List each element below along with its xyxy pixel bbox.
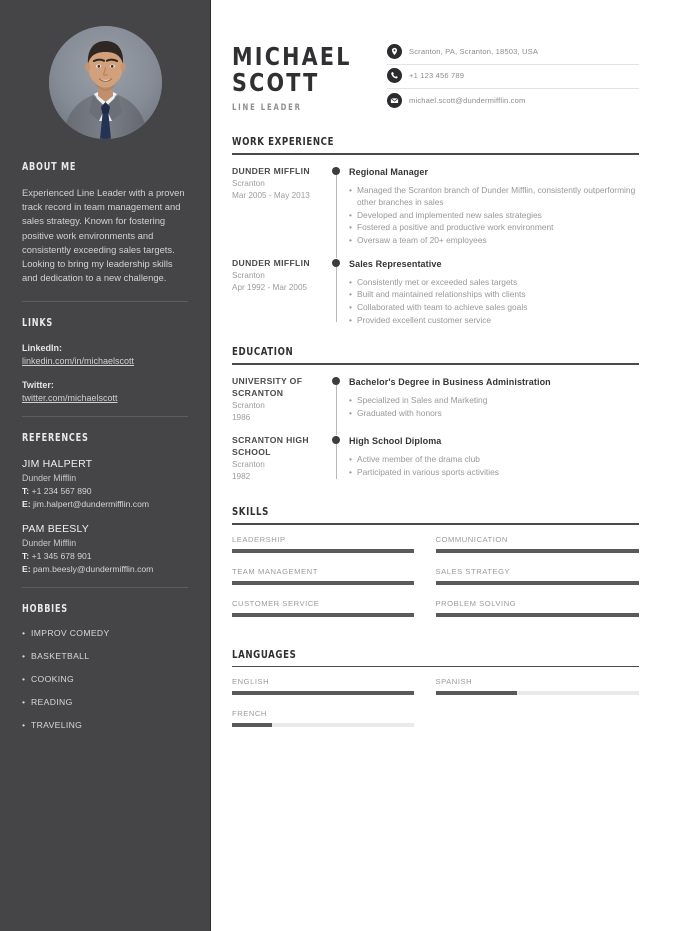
languages-grid — [232, 676, 639, 740]
skill-label: TEAM MANAGEMENT — [232, 566, 318, 576]
contact-email-text: michael.scott@dundermifflin.com — [409, 95, 526, 105]
reference-name: JIM HALPERT — [22, 458, 93, 471]
language-label: SPANISH — [435, 677, 473, 687]
entry-meta — [232, 166, 327, 247]
bullet-item: • Specialized in Sales and Marketing — [349, 394, 639, 406]
email-value: jim.halpert@dundermifflin.com — [32, 498, 150, 509]
hobby-item: • BASKETBALL — [22, 650, 188, 663]
contact-row-location — [387, 41, 639, 65]
skill-bar-track — [232, 581, 414, 585]
timeline-dot-icon — [332, 167, 340, 175]
contact-block — [387, 30, 639, 113]
skill-item — [232, 598, 436, 617]
bullet-item: • Provided excellent customer service — [349, 314, 639, 326]
language-item — [436, 676, 640, 695]
timeline-dot-icon — [332, 377, 340, 385]
language-item — [232, 708, 436, 727]
language-label: FRENCH — [232, 709, 267, 719]
hobby-item: • COOKING — [22, 673, 188, 686]
language-bar-track — [232, 723, 414, 727]
entry-city: Scranton — [232, 179, 265, 189]
hobby-item: • IMPROV COMEDY — [22, 627, 188, 640]
entry-organization: DUNDER MIFFLIN — [232, 257, 310, 268]
language-bar-fill — [436, 691, 517, 695]
entry-meta — [232, 435, 327, 483]
location-pin-icon — [387, 44, 402, 59]
avatar — [49, 26, 162, 139]
entry-meta — [232, 376, 327, 424]
references-heading: REFERENCES — [22, 432, 89, 445]
section-rule — [232, 666, 639, 668]
bullet-item: • Graduated with honors — [349, 407, 639, 419]
work-experience-heading: WORK EXPERIENCE — [232, 135, 335, 148]
phone-value: +1 345 678 901 — [31, 551, 92, 562]
work-entry — [232, 155, 639, 247]
language-item — [232, 676, 436, 695]
skill-bar-track — [436, 581, 640, 585]
entry-organization: SCRANTON HIGH SCHOOL — [232, 435, 309, 457]
entry-bullets — [349, 276, 639, 326]
hobbies-heading: HOBBIES — [22, 603, 68, 616]
reference-item — [22, 522, 188, 575]
entry-city: Scranton — [232, 271, 265, 281]
skill-bar-track — [436, 613, 640, 617]
envelope-icon — [387, 93, 402, 108]
link-label: Twitter: — [22, 380, 54, 391]
bullet-item: • Developed and implemented new sales strategies — [349, 209, 639, 221]
bullet-item: • Collaborated with team to achieve sales goals — [349, 301, 639, 313]
contact-row-phone — [387, 65, 639, 89]
reference-item — [22, 457, 188, 510]
skill-bar-fill — [232, 549, 414, 553]
languages-heading: LANGUAGES — [232, 647, 297, 661]
timeline-marker — [327, 435, 349, 483]
phone-prefix: T: — [22, 551, 30, 562]
education-heading: EDUCATION — [232, 345, 294, 359]
entry-dates: 1986 — [232, 413, 251, 423]
entry-degree: High School Diploma — [349, 436, 442, 447]
skills-heading: SKILLS — [232, 505, 269, 519]
entry-bullets — [349, 184, 639, 247]
entry-bullets — [349, 394, 639, 419]
skill-item — [436, 566, 640, 585]
skill-bar-fill — [436, 581, 640, 585]
reference-phone — [22, 485, 188, 498]
skill-label: SALES STRATEGY — [435, 566, 511, 576]
divider — [22, 301, 188, 302]
entry-body — [349, 376, 639, 424]
reference-company: Dunder Mifflin — [22, 473, 77, 484]
bullet-item: • Fostered a positive and productive work environment — [349, 221, 639, 233]
skill-bar-track — [436, 549, 640, 553]
avatar-container — [0, 0, 210, 139]
skill-item — [232, 534, 436, 553]
bullet-item: • Managed the Scranton branch of Dunder Mifflin, consistently outperforming other branches in sales — [349, 184, 639, 208]
name-block — [232, 30, 362, 113]
header — [232, 30, 639, 113]
references-section — [0, 432, 210, 575]
timeline-line — [336, 377, 337, 435]
job-title: LINE LEADER — [232, 103, 302, 113]
timeline-marker — [327, 166, 349, 247]
language-bar-fill — [232, 723, 272, 727]
reference-email — [22, 563, 188, 576]
hobbies-section — [0, 603, 210, 732]
entry-dates: Apr 1992 - Mar 2005 — [232, 283, 308, 293]
entry-city: Scranton — [232, 401, 265, 411]
reference-name: PAM BEESLY — [22, 523, 89, 536]
main-content — [211, 0, 675, 931]
last-name: SCOTT — [232, 68, 320, 97]
skill-bar-fill — [232, 613, 414, 617]
link-url[interactable]: linkedin.com/in/michaelscott — [22, 356, 135, 367]
reference-email — [22, 498, 188, 511]
link-label: LinkedIn: — [22, 343, 62, 354]
bullet-item: • Participated in various sports activities — [349, 466, 639, 478]
email-value: pam.beesly@dundermifflin.com — [32, 563, 154, 574]
hobby-item: • TRAVELING — [22, 719, 188, 732]
hobby-item: • READING — [22, 696, 188, 709]
profile-photo-icon — [49, 26, 162, 139]
bullet-item: • Oversaw a team of 20+ employees — [349, 234, 639, 246]
entry-organization: DUNDER MIFFLIN — [232, 165, 310, 176]
skill-item — [436, 534, 640, 553]
reference-phone — [22, 550, 188, 563]
skill-label: COMMUNICATION — [435, 534, 508, 544]
links-heading: LINKS — [22, 317, 54, 330]
reference-company: Dunder Mifflin — [22, 538, 77, 549]
link-item-linkedin[interactable] — [22, 342, 188, 368]
contact-location-text: Scranton, PA, Scranton, 18503, USA — [409, 47, 539, 56]
entry-degree: Bachelor's Degree in Business Administration — [349, 377, 551, 388]
timeline-marker — [327, 376, 349, 424]
timeline-line — [336, 167, 337, 258]
sidebar — [0, 0, 211, 931]
skill-label: LEADERSHIP — [232, 534, 286, 544]
link-url[interactable]: twitter.com/michaelscott — [22, 393, 118, 404]
contact-row-email — [387, 89, 639, 113]
divider — [22, 416, 188, 417]
hobbies-list — [22, 627, 188, 732]
phone-prefix: T: — [22, 486, 30, 497]
entry-body — [349, 435, 639, 483]
education-entry — [232, 424, 639, 483]
skill-bar-fill — [436, 613, 640, 617]
entry-meta — [232, 258, 327, 327]
education-entry — [232, 365, 639, 424]
links-list — [22, 342, 188, 405]
education-section — [232, 345, 639, 483]
skill-bar-track — [232, 613, 414, 617]
skill-label: PROBLEM SOLVING — [435, 598, 517, 608]
language-label: ENGLISH — [232, 677, 270, 687]
skill-item — [436, 598, 640, 617]
phone-value: +1 234 567 890 — [31, 486, 92, 497]
skills-section — [232, 505, 639, 630]
skill-label: CUSTOMER SERVICE — [232, 598, 320, 608]
entry-role: Sales Representative — [349, 258, 442, 269]
link-item-twitter[interactable] — [22, 379, 188, 405]
work-experience-section — [232, 135, 639, 326]
language-bar-track — [436, 691, 640, 695]
timeline-line — [336, 259, 337, 323]
entry-body — [349, 166, 639, 247]
about-me-text: Experienced Line Leader with a proven track record in team management and sales strategy. Known for fostering positive work environments and consistently exceeding sales targets. Looking to bring my leadership skills and dedication to a new challenge. — [22, 187, 185, 284]
email-prefix: E: — [22, 498, 31, 509]
phone-icon — [387, 68, 402, 83]
contact-phone-text: +1 123 456 789 — [409, 71, 465, 80]
entry-organization: UNIVERSITY OF SCRANTON — [232, 376, 303, 398]
section-rule — [232, 523, 639, 525]
entry-dates: 1982 — [232, 472, 251, 482]
bullet-item: • Consistently met or exceeded sales targets — [349, 276, 639, 288]
timeline-dot-icon — [332, 259, 340, 267]
language-bar-track — [232, 691, 414, 695]
entry-body — [349, 258, 639, 327]
skill-bar-fill — [232, 581, 414, 585]
divider — [22, 587, 188, 588]
about-me-heading: ABOUT ME — [22, 161, 77, 173]
skill-bar-track — [232, 549, 414, 553]
entry-role: Regional Manager — [349, 166, 429, 177]
skills-grid — [232, 534, 639, 630]
timeline-marker — [327, 258, 349, 327]
email-prefix: E: — [22, 563, 31, 574]
about-me-section — [0, 161, 210, 285]
bullet-item: • Active member of the drama club — [349, 453, 639, 465]
entry-bullets — [349, 453, 639, 478]
bullet-item: • Built and maintained relationships with clients — [349, 288, 639, 300]
skill-bar-fill — [436, 549, 640, 553]
languages-section — [232, 648, 639, 741]
timeline-dot-icon — [332, 436, 340, 444]
language-bar-fill — [232, 691, 414, 695]
links-section — [0, 317, 210, 405]
work-entry — [232, 247, 639, 327]
skill-item — [232, 566, 436, 585]
entry-city: Scranton — [232, 460, 265, 470]
references-list — [22, 457, 188, 575]
first-name: MICHAEL — [232, 42, 352, 71]
entry-dates: Mar 2005 - May 2013 — [232, 191, 310, 201]
